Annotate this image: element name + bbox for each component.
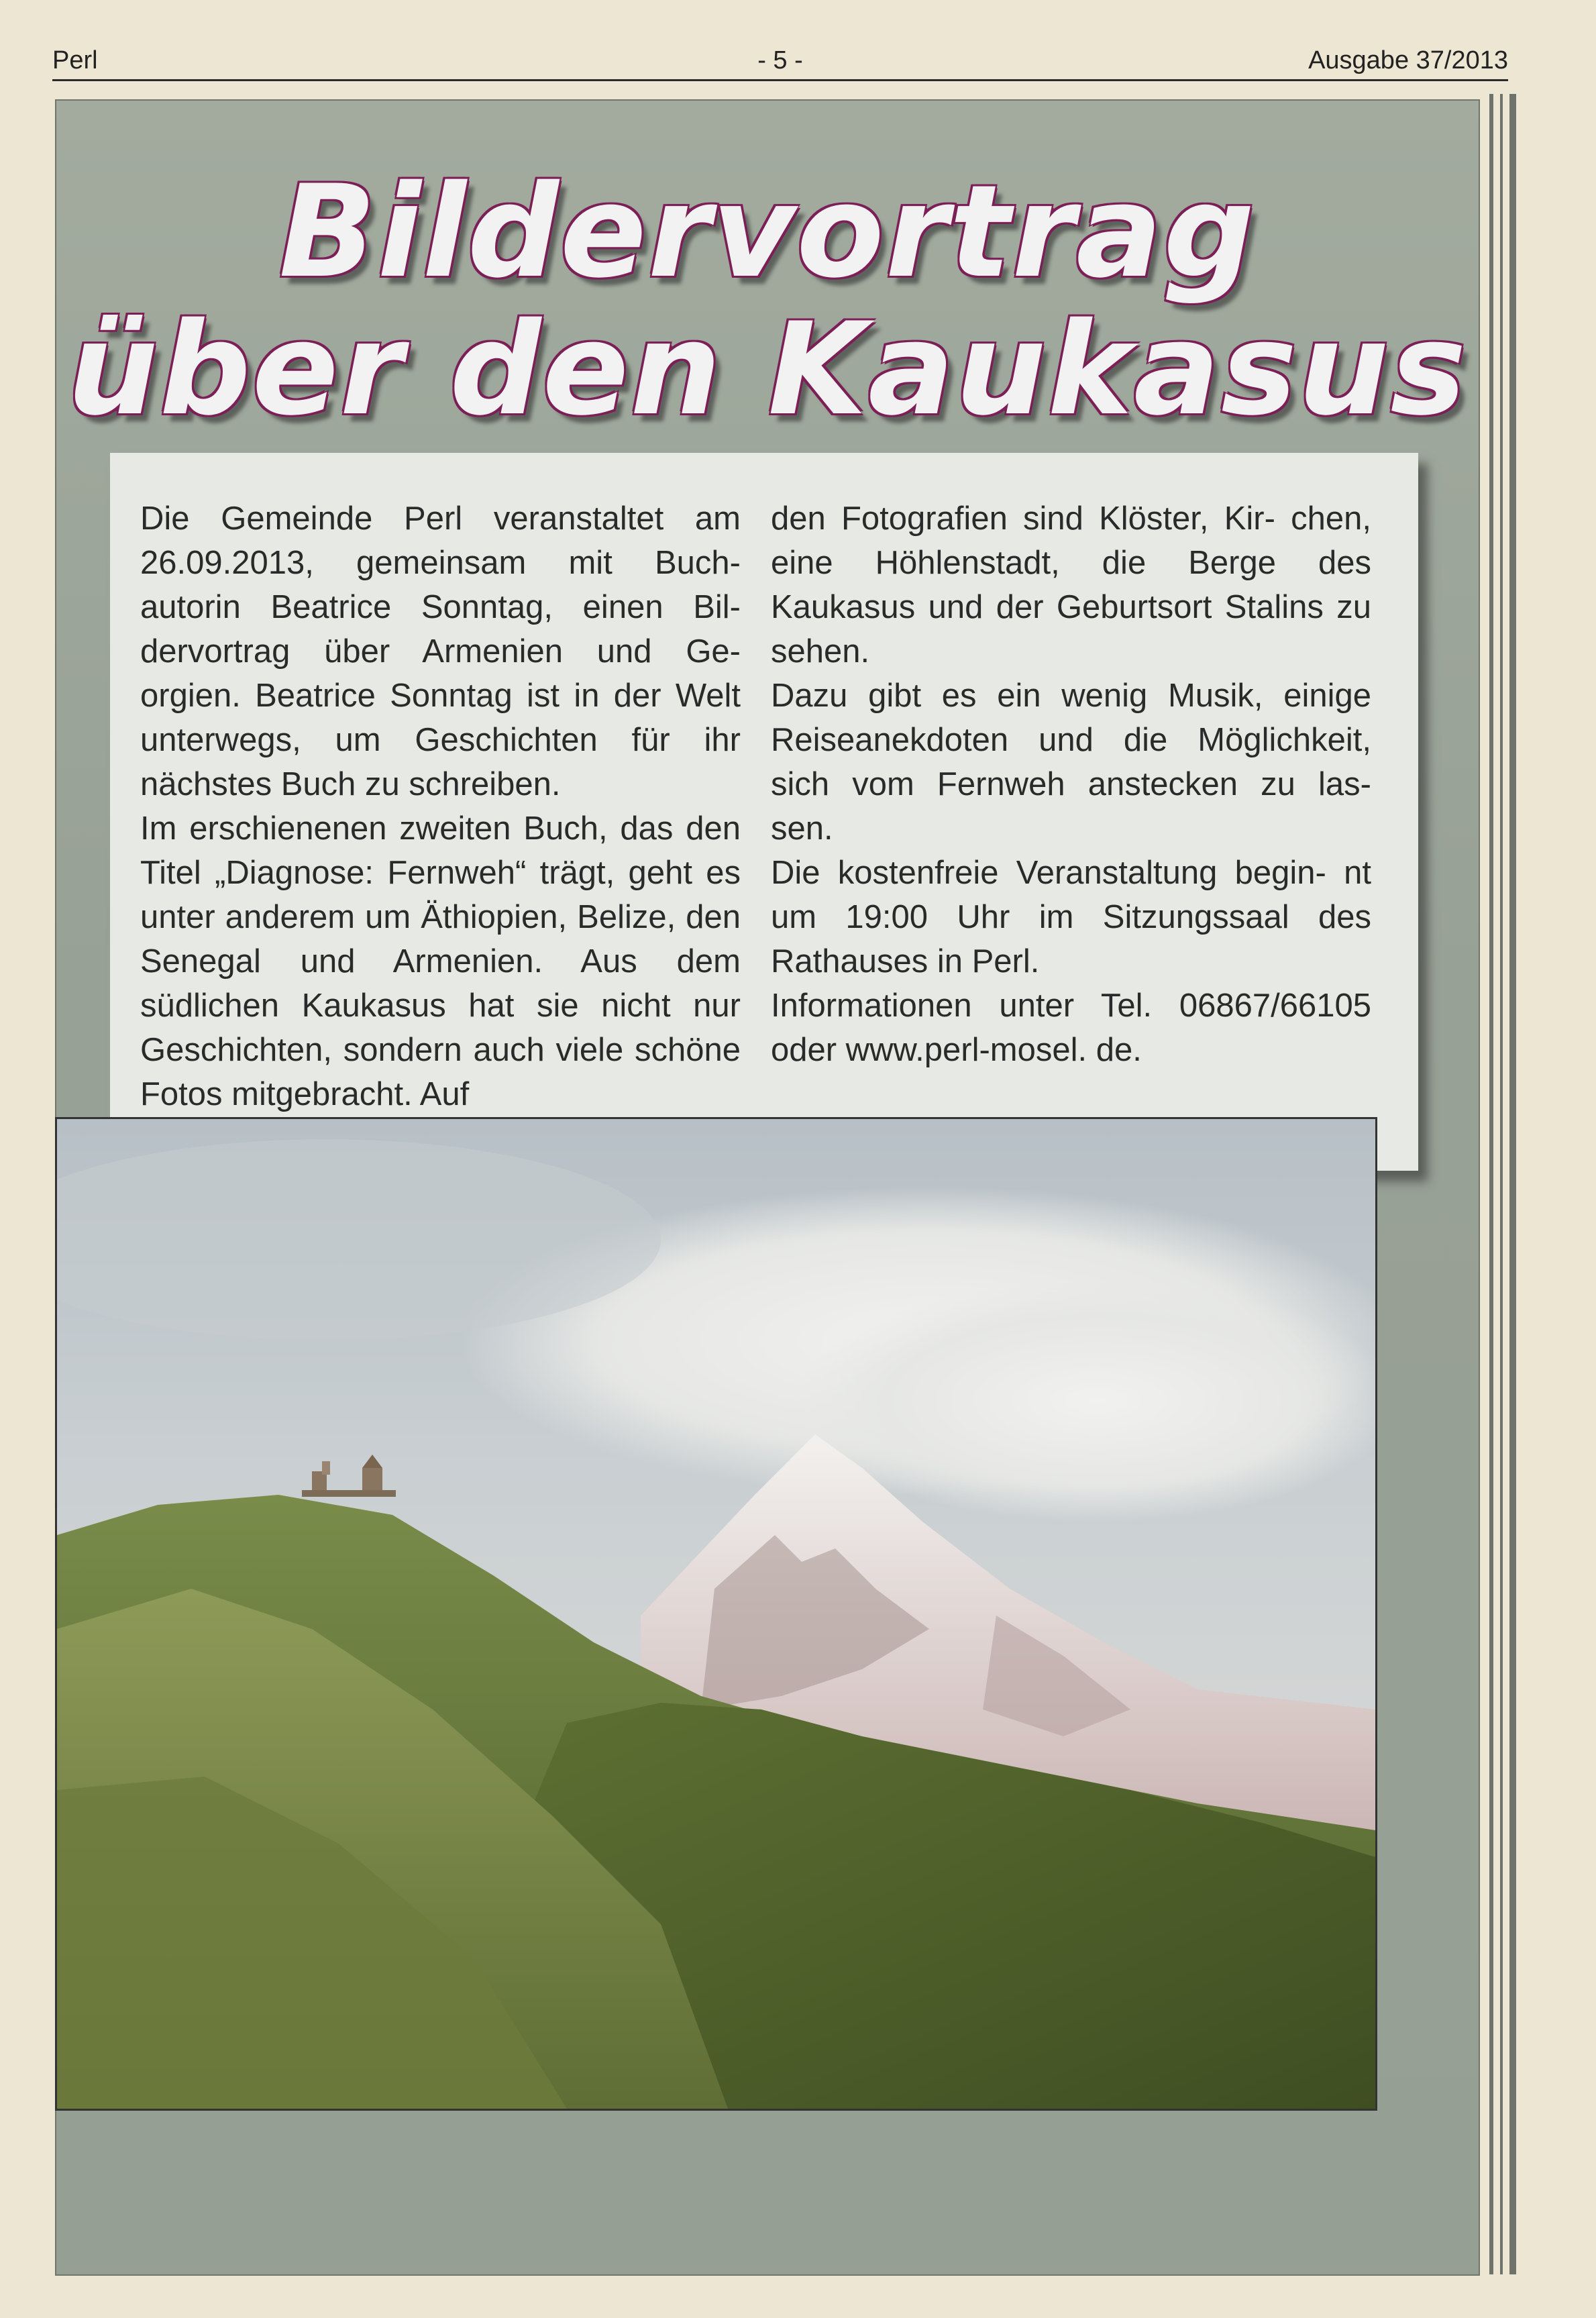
article-textbox [110, 453, 1418, 1171]
header-page-number: - 5 - [757, 46, 803, 74]
decorative-rule [1500, 94, 1503, 2274]
paragraph: Die kostenfreie Veranstaltung begin- nt um 19:00 Uhr im Sitzungssaal des Rathauses in Perl. [771, 855, 1371, 980]
paragraph: Informationen unter Tel. 06867/66105 oder www.perl-mosel. de. [771, 988, 1371, 1068]
caucasus-landscape-image [57, 1119, 1375, 2109]
paragraph: Im erschienenen zweiten Buch, das den Titel „Diagnose: Fernweh“ trägt, geht es unter anderem um Äthiopien, Belize, den Senegal und Armenien. Aus dem südlichen Kaukasus hat sie nicht nur Geschichten, sondern auch viele schöne Fotos mitgebracht. Auf [140, 810, 741, 1112]
article-column-2 [771, 496, 1371, 1072]
header-issue: Ausgabe 37/2013 [1308, 46, 1508, 74]
paragraph: Die Gemeinde Perl veranstaltet am 26.09.2013, gemeinsam mit Buch- autorin Beatrice Sonntag, einen Bil- dervortrag über Armenien und Ge- orgien. Beatrice Sonntag ist in der Welt unterwegs, um Geschichten für ihr nächstes Buch zu schreiben. [140, 501, 741, 802]
headline-line-2: über den Kaukasus [67, 295, 1468, 443]
mountain-photo [55, 1117, 1377, 2111]
decorative-rule [1489, 94, 1493, 2274]
headline-line-1: Bildervortrag [278, 158, 1257, 306]
header-town: Perl [52, 46, 98, 74]
paragraph: Dazu gibt es ein wenig Musik, einige Reiseanekdoten und die Möglichkeit, sich vom Fernweh anstecken zu las- sen. [771, 678, 1371, 847]
article-column-1 [140, 496, 741, 1116]
page-header [52, 46, 1508, 81]
paragraph: den Fotografien sind Klöster, Kir- chen, eine Höhlenstadt, die Berge des Kaukasus und der Geburtsort Stalins zu sehen. [771, 501, 1371, 670]
decorative-rule [1509, 94, 1516, 2274]
